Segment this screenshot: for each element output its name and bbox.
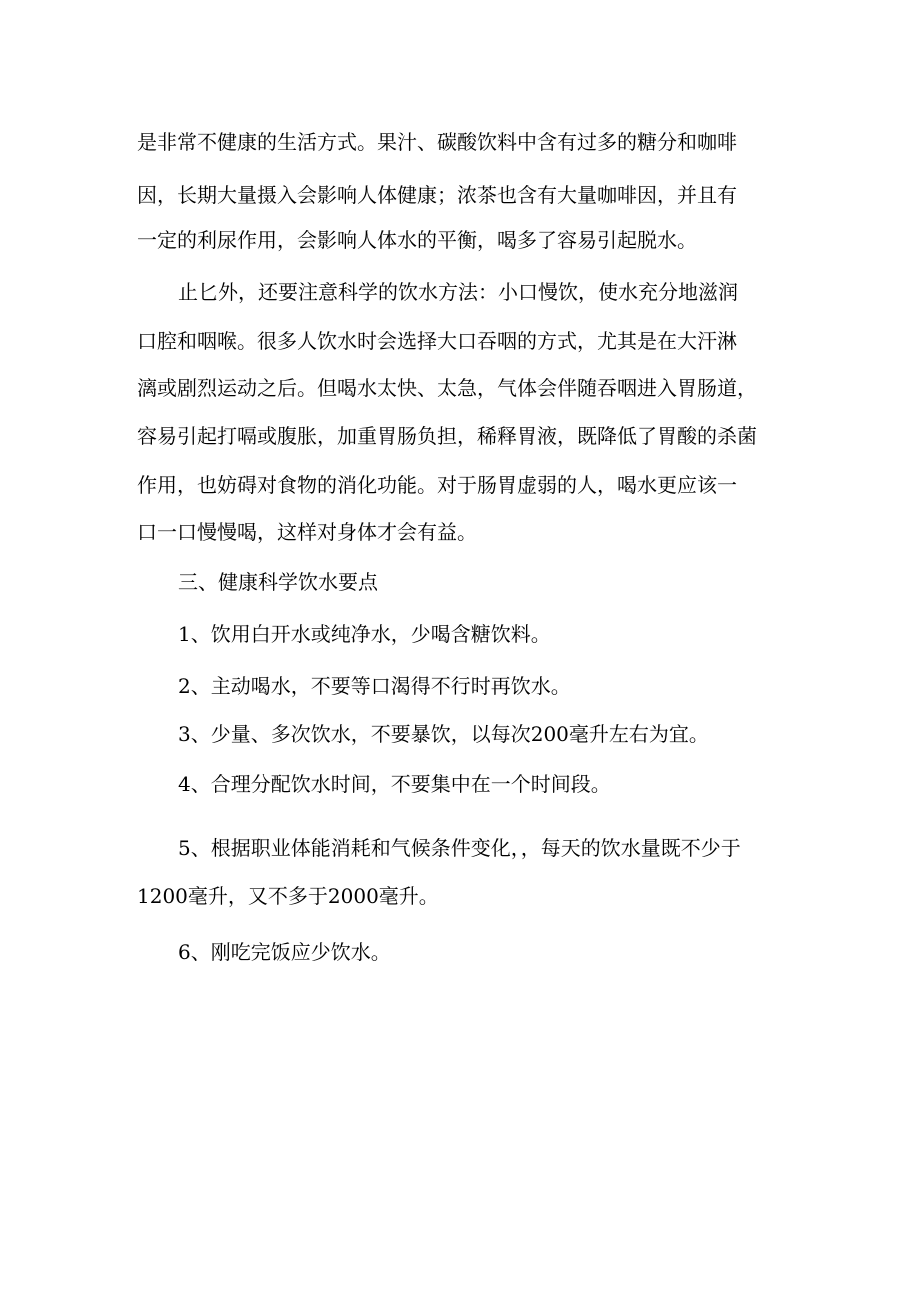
point-6: 6、刚吃完饭应少饮水。 [178,940,391,964]
paragraph-2-line-5: 作用，也妨碍对食物的消化功能。对于肠胃虚弱的人，喝水更应该一 [137,473,737,497]
point-2: 2、主动喝水，不要等口渴得不行时再饮水。 [178,674,571,698]
paragraph-1-line-1: 是非常不健康的生活方式。果汁、碳酸饮料中含有过多的糖分和咖啡 [137,130,737,154]
paragraph-1-line-2: 因，长期大量摄入会影响人体健康；浓茶也含有大量咖啡因，并且有 [137,183,737,207]
paragraph-2-line-4: 容易引起打嗝或腹胀，加重胃肠负担，稀释胃液，既降低了胃酸的杀菌 [137,424,757,448]
point-3: 3、少量、多次饮水，不要暴饮，以每次200毫升左右为宜。 [178,722,709,746]
paragraph-2-line-6: 口一口慢慢喝，这样对身体才会有益。 [137,520,477,544]
point-4: 4、合理分配饮水时间，不要集中在一个时间段。 [178,772,611,796]
paragraph-2-line-3: 漓或剧烈运动之后。但喝水太快、太急，气体会伴随吞咽进入胃肠道， [137,376,757,400]
paragraph-2-line-2: 口腔和咽喉。很多人饮水时会选择大口吞咽的方式，尤其是在大汗淋 [137,329,737,353]
point-1: 1、饮用白开水或纯净水，少喝含糖饮料。 [178,622,551,646]
point-5-line-2: 1200毫升，又不多于2000毫升。 [137,884,439,908]
section-heading: 三、健康科学饮水要点 [178,570,378,594]
paragraph-1-line-3: 一定的利尿作用，会影响人体水的平衡，喝多了容易引起脱水。 [137,228,697,252]
point-5-line-1: 5、根据职业体能消耗和气候条件变化，，每天的饮水量既不少于 [178,836,741,860]
paragraph-2-line-1: 止匕外，还要注意科学的饮水方法：小口慢饮，使水充分地滋润 [178,280,738,304]
